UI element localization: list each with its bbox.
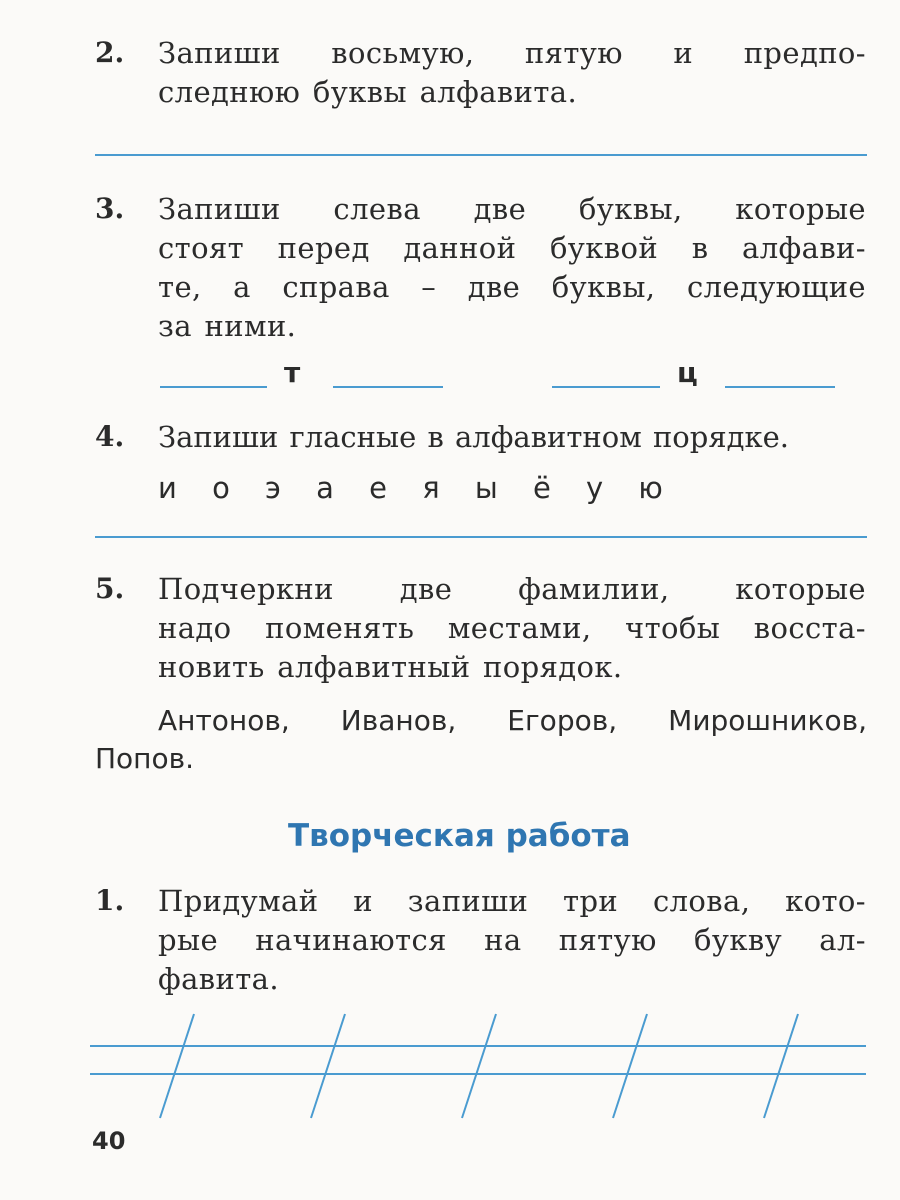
creative-task-1-number: 1. — [95, 884, 125, 917]
task-3-letter-t: т — [284, 356, 301, 389]
task-5-number: 5. — [95, 572, 125, 605]
creative-task-1-text — [158, 882, 866, 999]
task-3-letter-ts: ц — [677, 356, 698, 389]
task-3-blank-after-t[interactable] — [333, 386, 443, 388]
slant-guide-2 — [311, 1014, 345, 1118]
task-5-line-1: Подчеркни две фамилии, которые — [158, 572, 866, 606]
task-2-line-2: следнюю буквы алфавита. — [158, 75, 578, 109]
task-5-text — [158, 570, 866, 687]
task-3-line-2: стоят перед данной буквой в алфави- — [158, 231, 866, 265]
creative-work-title: Творческая работа — [288, 818, 631, 854]
slant-guide-5 — [764, 1014, 798, 1118]
task-5-surnames-line-2[interactable]: Попов. — [95, 742, 195, 775]
task-3-blank-before-t[interactable] — [160, 386, 267, 388]
task-4-answer-line[interactable] — [95, 536, 867, 538]
slant-guide-3 — [462, 1014, 496, 1118]
task-5-surnames[interactable] — [95, 702, 867, 778]
task-2-line-1: Запиши восьмую, пятую и предпо- — [158, 36, 866, 70]
task-2-text — [158, 34, 866, 112]
task-3-line-4: за ними. — [158, 309, 297, 343]
task-2-number: 2. — [95, 36, 125, 69]
task-3-line-3: те, а справа – две буквы, следующие — [158, 270, 866, 304]
task-3-blank-after-ts[interactable] — [725, 386, 835, 388]
task-3-blank-before-ts[interactable] — [552, 386, 660, 388]
task-2-answer-line[interactable] — [95, 154, 867, 156]
handwriting-lines[interactable] — [90, 1010, 870, 1130]
creative-task-1-line-1: Придумай и запиши три слова, кото- — [158, 884, 866, 918]
creative-task-1-line-3: фавита. — [158, 962, 279, 996]
task-5-surnames-line-1[interactable]: Антонов, Иванов, Егоров, Мирошников, — [158, 704, 867, 737]
task-4-text: Запиши гласные в алфавитном порядке. — [158, 420, 789, 454]
slant-guide-4 — [613, 1014, 647, 1118]
task-3-line-1: Запиши слева две буквы, которые — [158, 192, 866, 226]
task-3-number: 3. — [95, 192, 125, 225]
task-5-line-3: новить алфавитный порядок. — [158, 650, 623, 684]
page-number: 40 — [92, 1127, 126, 1155]
task-3-text — [158, 190, 866, 346]
task-4-vowels: и о э а е я ы ё у ю — [158, 471, 673, 505]
task-5-line-2: надо поменять местами, чтобы восста- — [158, 611, 866, 645]
task-4-number: 4. — [95, 420, 125, 453]
slant-guide-1 — [160, 1014, 194, 1118]
creative-task-1-line-2: рые начинаются на пятую букву ал- — [158, 923, 866, 957]
